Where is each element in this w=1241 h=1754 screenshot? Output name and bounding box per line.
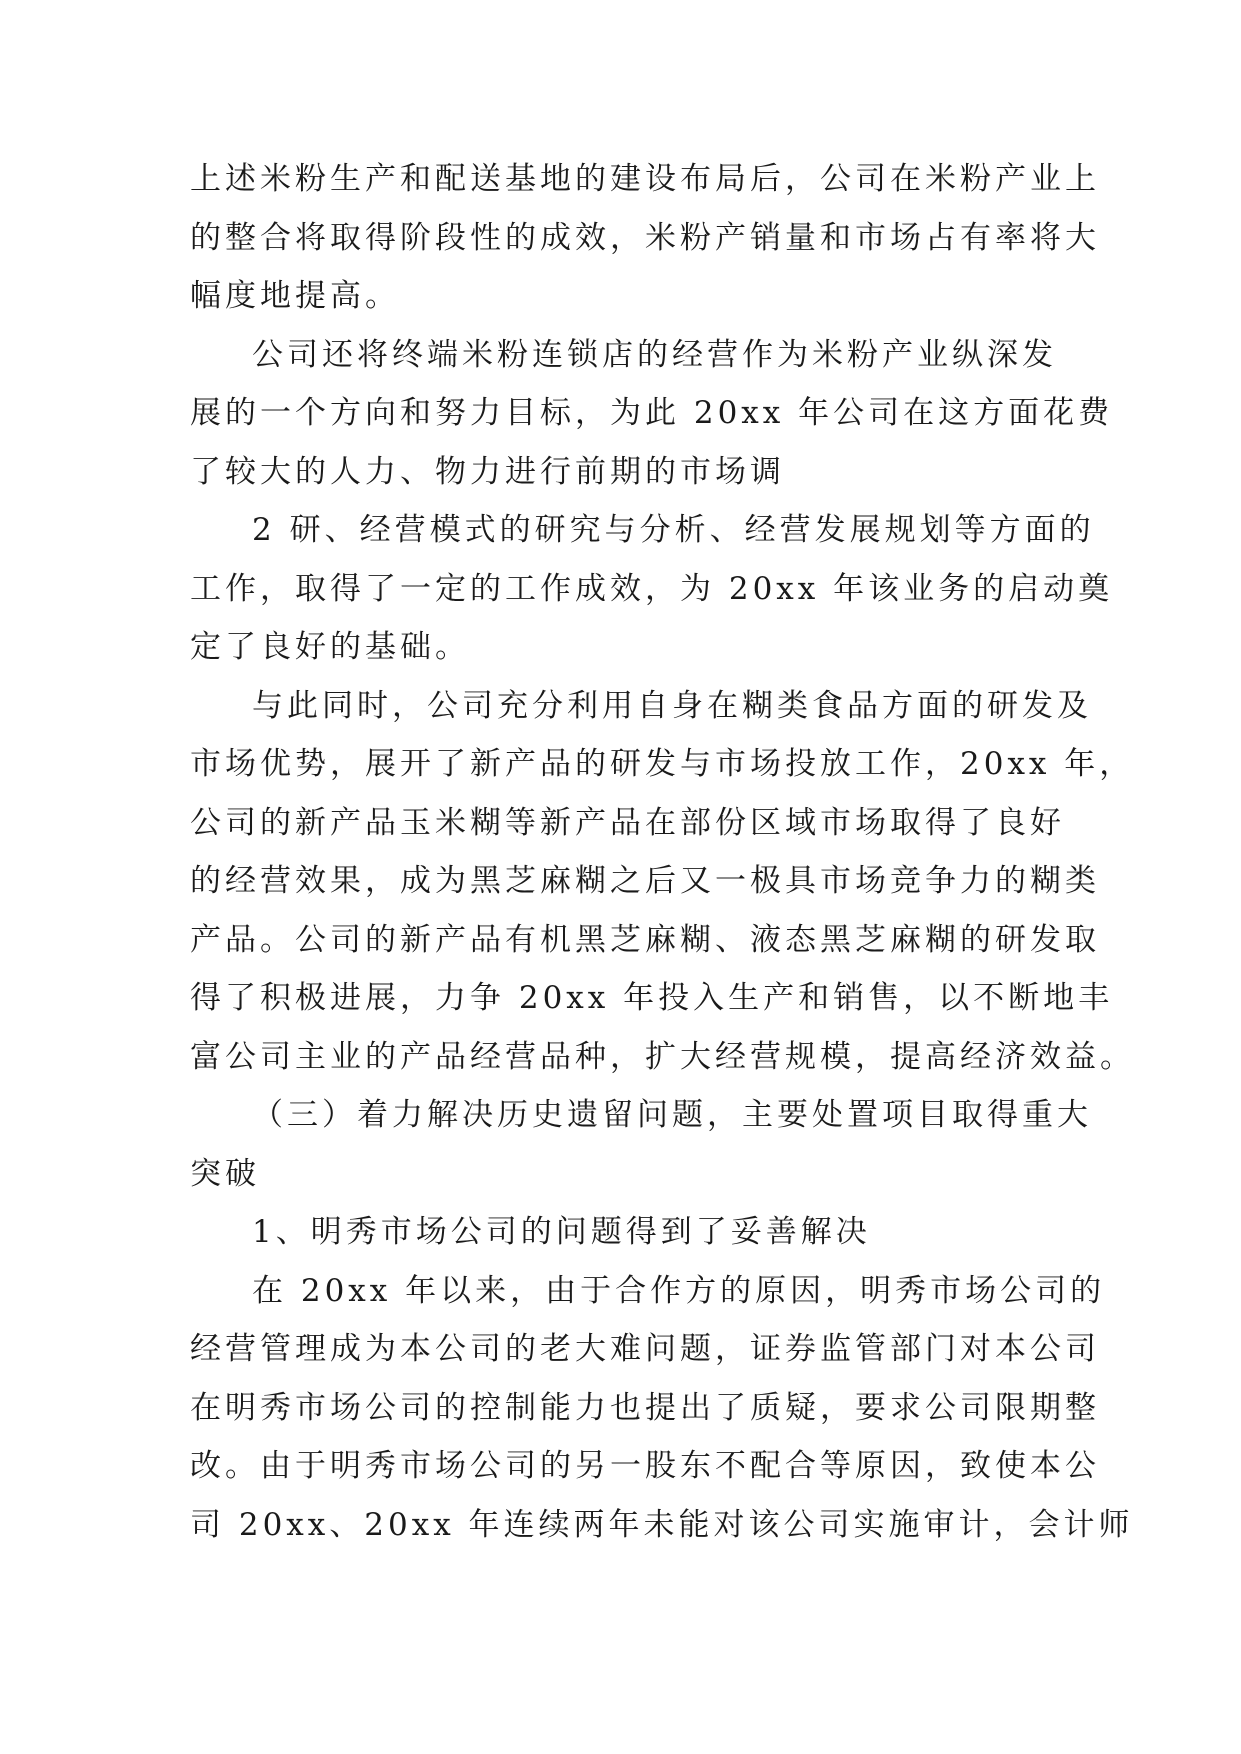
text-line: 的整合将取得阶段性的成效，米粉产销量和市场占有率将大 — [190, 219, 1100, 256]
text-line: 改。由于明秀市场公司的另一股东不配合等原因，致使本公 — [190, 1448, 1100, 1484]
text-line: 市场优势，展开了新产品的研发与市场投放工作，20xx 年， — [190, 746, 1135, 782]
text-line: 展的一个方向和努力目标，为此 20xx 年公司在这方面花费 — [190, 395, 1114, 431]
text-line: 得了积极进展，力争 20xx 年投入生产和销售，以不断地丰 — [190, 980, 1114, 1016]
text-line: 产品。公司的新产品有机黑芝麻糊、液态黑芝麻糊的研发取 — [190, 921, 1100, 958]
paragraph — [190, 150, 1100, 326]
paragraph — [190, 1086, 1092, 1203]
text-line: 2 研、经营模式的研究与分析、经营发展规划等方面的 — [252, 512, 1095, 548]
text-line: 的经营效果，成为黑芝麻糊之后又一极具市场竞争力的糊类 — [190, 863, 1100, 899]
text-line: 在明秀市场公司的控制能力也提出了质疑，要求公司限期整 — [190, 1389, 1100, 1426]
paragraph — [190, 1262, 1134, 1555]
text-line: 富公司主业的产品经营品种，扩大经营规模，提高经济效益。 — [190, 1038, 1135, 1075]
text-line: 上述米粉生产和配送基地的建设布局后，公司在米粉产业上 — [190, 161, 1100, 197]
text-line: 与此同时，公司充分利用自身在糊类食品方面的研发及 — [252, 687, 1092, 724]
text-line: （三）着力解决历史遗留问题，主要处置项目取得重大 — [252, 1097, 1092, 1133]
document-page — [190, 150, 1135, 1554]
text-line: 1、明秀市场公司的问题得到了妥善解决 — [252, 1214, 871, 1250]
text-line: 公司还将终端米粉连锁店的经营作为米粉产业纵深发 — [252, 336, 1057, 373]
text-line: 突破 — [190, 1155, 260, 1192]
text-line: 工作，取得了一定的工作成效，为 20xx 年该业务的启动奠 — [190, 570, 1114, 607]
paragraph — [190, 501, 1114, 677]
paragraph — [190, 1203, 1060, 1262]
paragraph — [190, 326, 1114, 502]
paragraph — [190, 677, 1135, 1087]
text-line: 公司的新产品玉米糊等新产品在部份区域市场取得了良好 — [190, 804, 1065, 841]
text-line: 经营管理成为本公司的老大难问题，证券监管部门对本公司 — [190, 1331, 1100, 1367]
text-line: 在 20xx 年以来，由于合作方的原因，明秀市场公司的 — [252, 1272, 1106, 1309]
text-line: 定了良好的基础。 — [190, 629, 470, 665]
text-line: 了较大的人力、物力进行前期的市场调 — [190, 453, 785, 490]
text-line: 幅度地提高。 — [190, 278, 400, 314]
text-line: 司 20xx、20xx 年连续两年未能对该公司实施审计，会计师 — [190, 1506, 1134, 1543]
